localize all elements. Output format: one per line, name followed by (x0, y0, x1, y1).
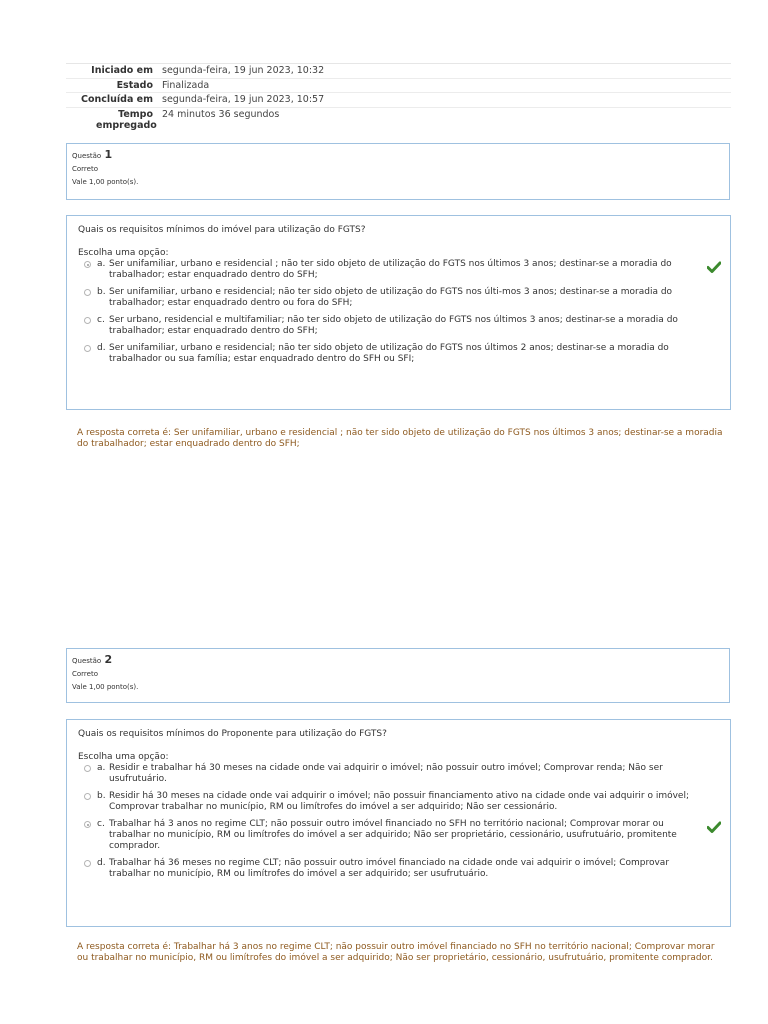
question-content-2 (66, 719, 731, 927)
option-letter: d. (97, 858, 106, 868)
question-number (72, 653, 724, 666)
question-info-1 (66, 143, 730, 200)
answer-option-c[interactable] (78, 315, 719, 337)
radio-button[interactable] (84, 317, 91, 324)
summary-label: Estado (116, 79, 153, 91)
radio-button[interactable] (84, 289, 91, 296)
check-icon (707, 821, 721, 833)
question-status: Correto (72, 670, 98, 678)
summary-row-state (66, 79, 731, 94)
summary-value: segunda-feira, 19 jun 2023, 10:57 (162, 94, 325, 105)
summary-value: Finalizada (162, 79, 210, 91)
question-number (72, 148, 724, 161)
option-text: Ser unifamiliar, urbano e residencial; não ter sido objeto de utilização do FGTS nos últimos 2 anos; destinar-se a moradia do trabalhador ou sua família; estar enquadrado dentro do SFH ou SFI; (109, 343, 669, 364)
answer-option-a[interactable] (78, 259, 719, 281)
summary-label: Tempo empregado (96, 108, 157, 131)
correct-answer-feedback: A resposta correta é: Trabalhar há 3 anos no regime CLT; não possuir outro imóvel financiado no SFH no território nacional; Comprovar morar ou trabalhar no município, RM ou limítrofes do imóvel a ser adquirido; Não ser proprietário, cessionário, usufrutuário, promitente comprador. (77, 942, 715, 963)
question-text: Quais os requisitos mínimos do Proponente para utilização do FGTS? (78, 729, 387, 739)
answer-option-b[interactable] (78, 287, 719, 309)
correct-answer-feedback: A resposta correta é: Ser unifamiliar, urbano e residencial ; não ter sido objeto de utilização do FGTS nos últimos 3 anos; destinar-se a moradia do trabalhador; estar enquadrado dentro do SFH; (77, 428, 723, 449)
question-number-value: 2 (104, 653, 113, 666)
option-letter: c. (97, 819, 105, 829)
summary-row-time (66, 108, 731, 133)
option-text: Ser urbano, residencial e multifamiliar; não ter sido objeto de utilização do FGTS nos últimos 3 anos; destinar-se a moradia do trabalhador; estar enquadrado dentro do SFH; (109, 315, 678, 336)
question-info-2 (66, 648, 730, 703)
summary-row-completed (66, 93, 731, 108)
radio-button[interactable] (84, 345, 91, 352)
option-text: Residir há 30 meses na cidade onde vai adquirir o imóvel; não possuir financiamento ativo na cidade onde vai adquirir o imóvel; Comprovar trabalhar no município, RM ou limítrofes do imóvel a ser adquirido; Não ser cessionário. (109, 791, 690, 812)
answer-option-d[interactable] (78, 858, 719, 880)
summary-row-started (66, 64, 731, 79)
radio-button[interactable] (84, 765, 91, 772)
summary-label: Concluída em (80, 94, 153, 105)
option-letter: b. (97, 791, 106, 801)
option-letter: d. (97, 343, 106, 353)
summary-value: segunda-feira, 19 jun 2023, 10:32 (162, 65, 325, 76)
option-letter: a. (97, 259, 106, 269)
option-text: Ser unifamiliar, urbano e residencial ; não ter sido objeto de utilização do FGTS nos últimos 3 anos; destinar-se a moradia do trabalhador; estar enquadrado dentro do SFH; (109, 259, 672, 280)
radio-button[interactable] (84, 860, 91, 867)
summary-value: 24 minutos 36 segundos (162, 108, 280, 120)
option-text: Trabalhar há 36 meses no regime CLT; não possuir outro imóvel financiado na cidade onde vai adquirir o imóvel; Comprovar trabalhar no município, RM ou limítrofes do imóvel a ser adquirido; ser usufrutuário. (109, 858, 670, 879)
option-text: Residir e trabalhar há 30 meses na cidade onde vai adquirir o imóvel; não possuir outro imóvel; Comprovar renda; Não ser usufrutuário. (109, 763, 663, 784)
choose-option-prompt: Escolha uma opção: (78, 752, 169, 762)
question-grade: Vale 1,00 ponto(s). (72, 178, 139, 186)
check-icon (707, 261, 721, 273)
radio-button[interactable] (84, 793, 91, 800)
choose-option-prompt: Escolha uma opção: (78, 248, 169, 258)
option-text: Ser unifamiliar, urbano e residencial; não ter sido objeto de utilização do FGTS nos últi-mos 3 anos; destinar-se a moradia do trabalhador; estar enquadrado dentro ou fora do SFH; (109, 287, 673, 308)
question-grade: Vale 1,00 ponto(s). (72, 683, 139, 691)
option-text: Trabalhar há 3 anos no regime CLT; não possuir outro imóvel financiado no SFH no território nacional; Comprovar morar ou trabalhar no município, RM ou limítrofes do imóvel a ser adquirido; Não ser proprietário, cessionário, usufrutuário, promitente comprador. (109, 819, 677, 851)
radio-button[interactable] (84, 821, 91, 828)
question-prefix: Questão (72, 657, 102, 665)
question-text: Quais os requisitos mínimos do imóvel para utilização do FGTS? (78, 225, 366, 235)
option-letter: a. (97, 763, 106, 773)
answer-option-a[interactable] (78, 763, 719, 785)
question-content-1 (66, 215, 731, 410)
attempt-summary-table (66, 63, 731, 133)
question-number-value: 1 (104, 148, 113, 161)
answer-option-c[interactable] (78, 819, 719, 852)
summary-label: Iniciado em (91, 65, 153, 76)
answer-list (78, 763, 719, 880)
question-status: Correto (72, 165, 98, 173)
option-letter: b. (97, 287, 106, 297)
radio-button[interactable] (84, 261, 91, 268)
question-prefix: Questão (72, 152, 102, 160)
answer-option-b[interactable] (78, 791, 719, 813)
answer-list (78, 259, 719, 365)
option-letter: c. (97, 315, 105, 325)
answer-option-d[interactable] (78, 343, 719, 365)
